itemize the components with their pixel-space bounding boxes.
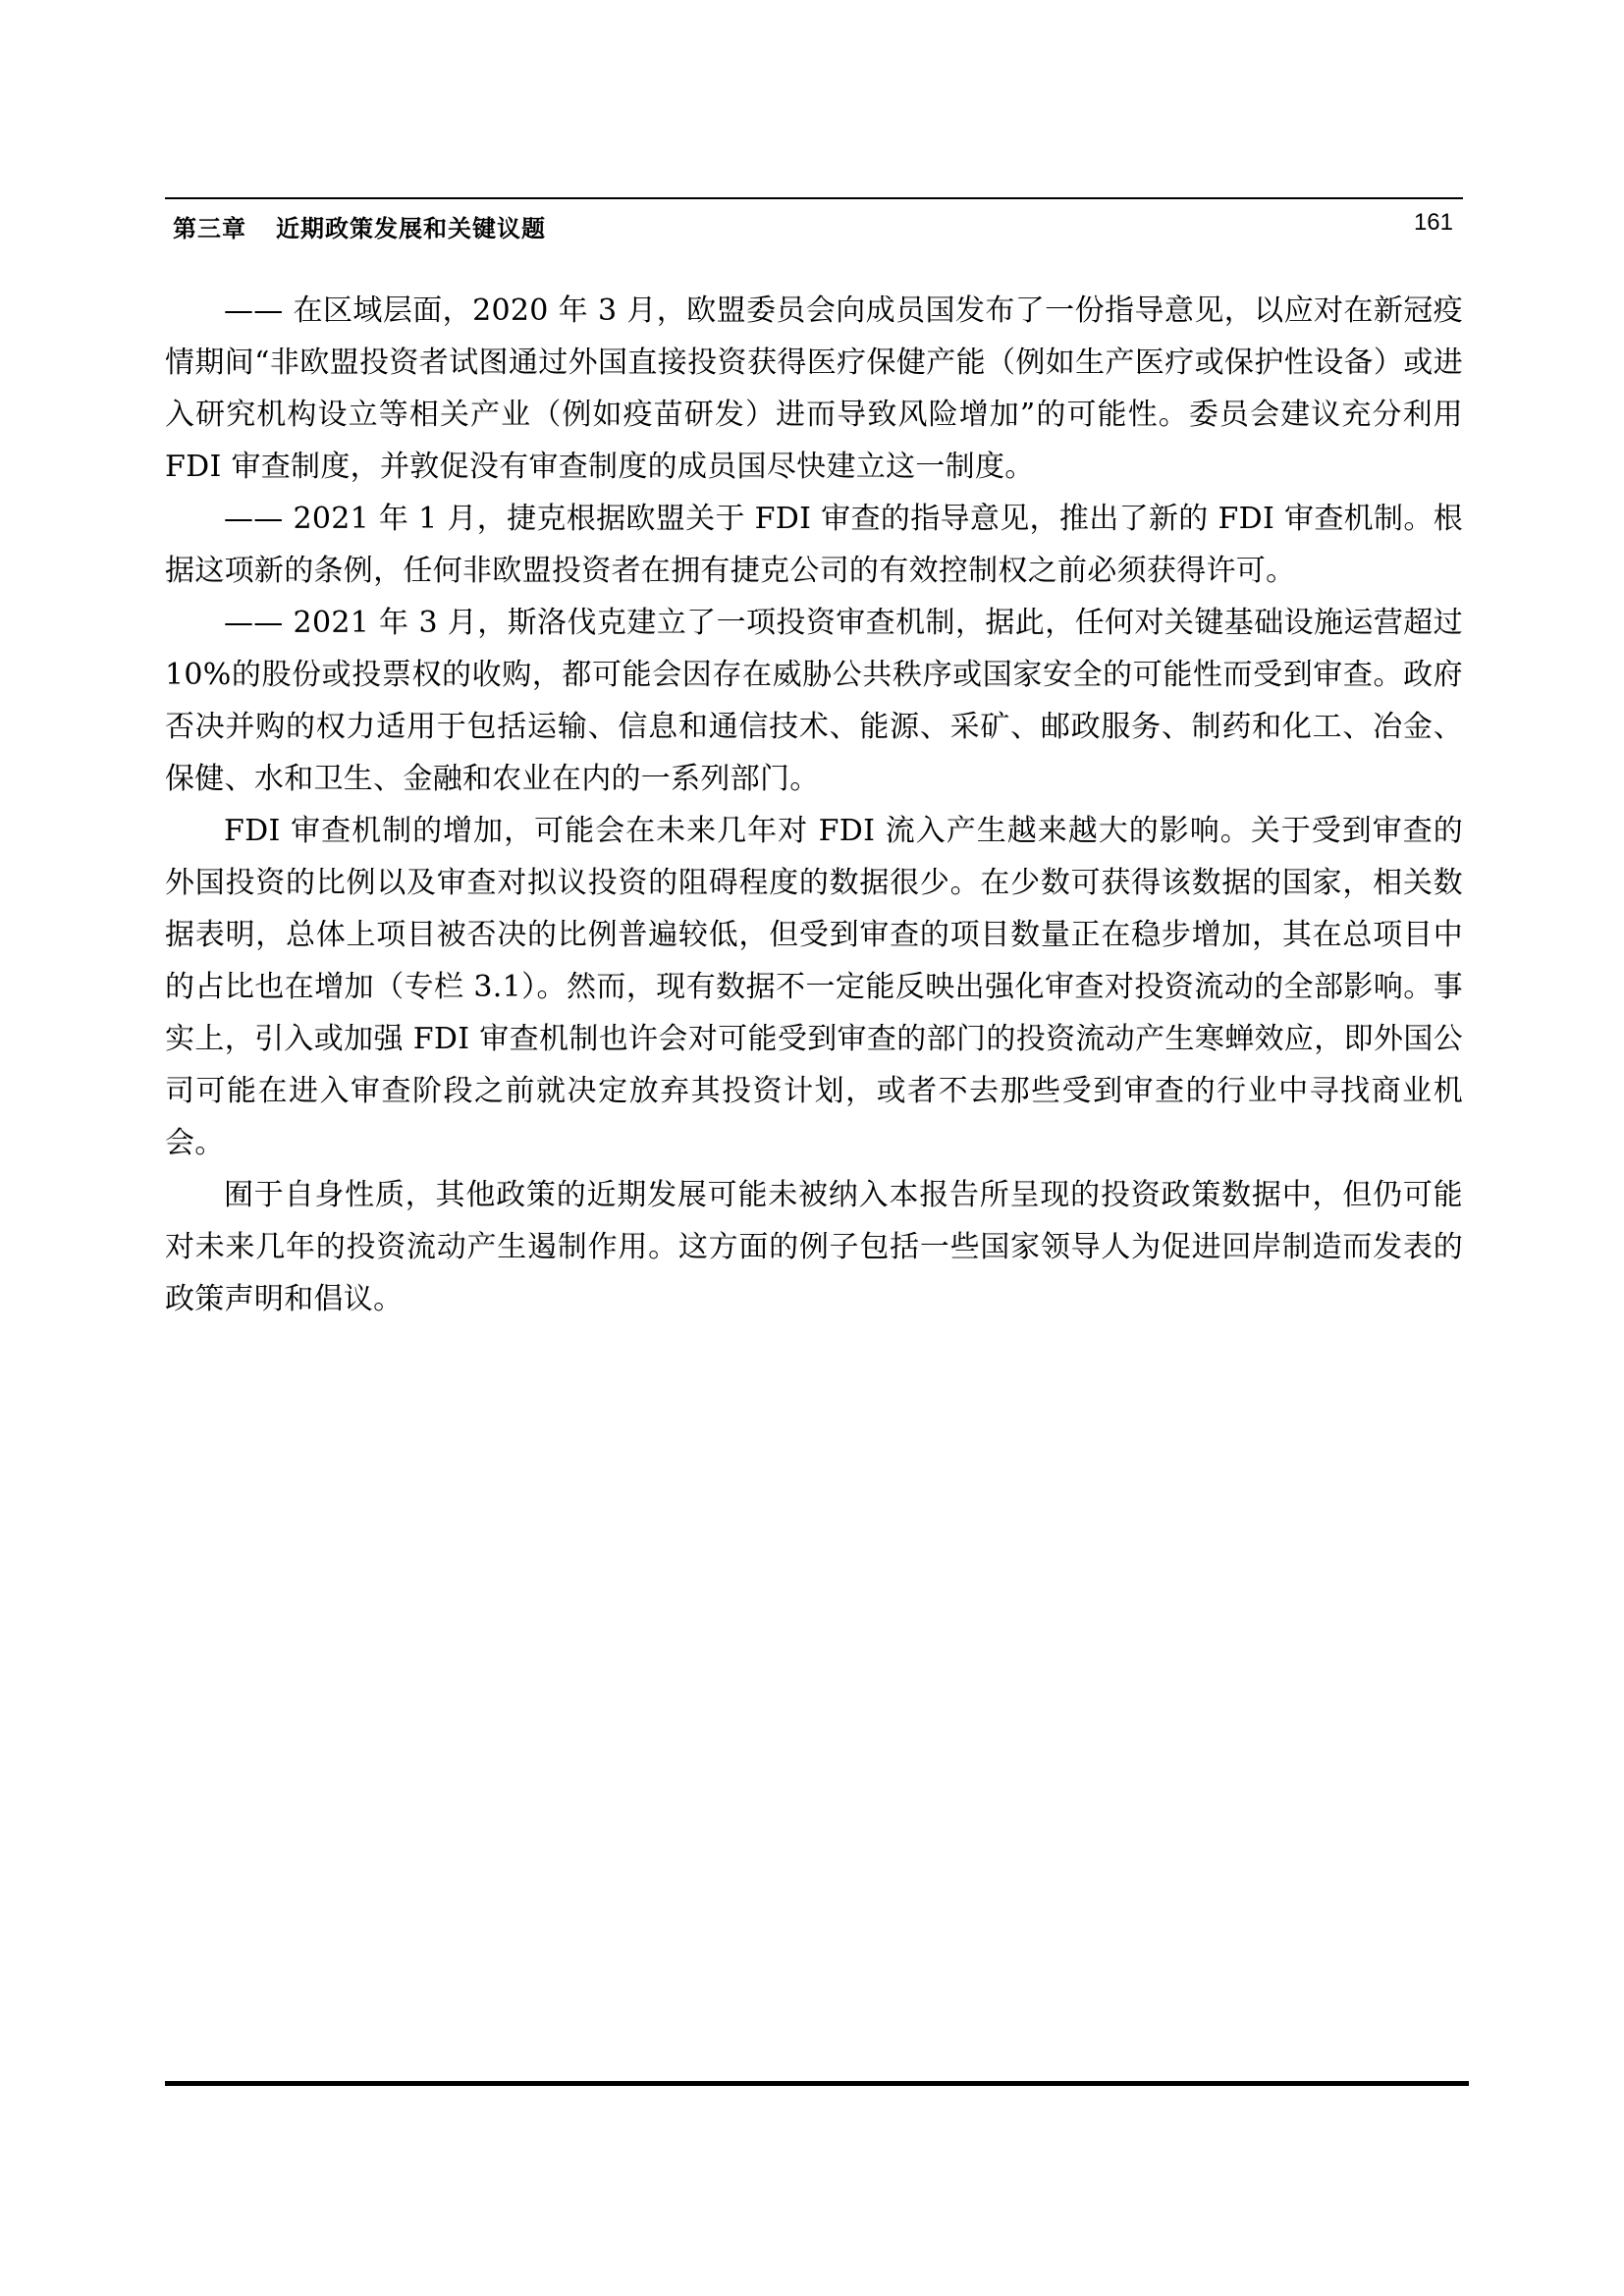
body-text [165, 285, 1463, 1325]
paragraph-eu-guidance: —— 在区域层面，2020 年 3 月，欧盟委员会向成员国发布了一份指导意见，以应对在新冠疫情期间“非欧盟投资者试图通过外国直接投资获得医疗保健产能（例如生产医疗或保护性设备）或进入研究机构设立等相关产业（例如疫苗研发）进而导致风险增加”的可能性。委员会建议充分利用 FDI 审查制度，并敦促没有审查制度的成员国尽快建立这一制度。 [165, 294, 1463, 484]
running-header [165, 197, 1463, 242]
chapter-number: 第三章 [173, 215, 246, 242]
chapter-heading [173, 209, 546, 243]
paragraph-fdi-screening-impact: FDI 审查机制的增加，可能会在未来几年对 FDI 流入产生越来越大的影响。关于受到审查的外国投资的比例以及审查对拟议投资的阻碍程度的数据很少。在少数可获得该数据的国家，相关数据表明，总体上项目被否决的比例普遍较低，但受到审查的项目数量正在稳步增加，其在总项目中的占比也在增加（专栏 3.1）。然而，现有数据不一定能反映出强化审查对投资流动的全部影响。事实上，引入或加强 FDI 审查机制也许会对可能受到审查的部门的投资流动产生寒蝉效应，即外国公司可能在进入审查阶段之前就决定放弃其投资计划，或者不去那些受到审查的行业中寻找商业机会。 [165, 814, 1463, 1160]
page-number: 161 [1413, 209, 1453, 236]
paragraph-other-policies: 囿于自身性质，其他政策的近期发展可能未被纳入本报告所呈现的投资政策数据中，但仍可能对未来几年的投资流动产生遏制作用。这方面的例子包括一些国家领导人为促进回岸制造而发表的政策声明和倡议。 [165, 1178, 1463, 1316]
paragraph-slovakia-mechanism: —— 2021 年 3 月，斯洛伐克建立了一项投资审查机制，据此，任何对关键基础设施运营超过 10%的股份或投票权的收购，都可能会因存在威胁公共秩序或国家安全的可能性而受到审查。政府否决并购的权力适用于包括运输、信息和通信技术、能源、采矿、邮政服务、制药和化工、冶金、保健、水和卫生、金融和农业在内的一系列部门。 [165, 606, 1463, 796]
footer-rule [165, 2081, 1469, 2086]
paragraph-czech-mechanism: —— 2021 年 1 月，捷克根据欧盟关于 FDI 审查的指导意见，推出了新的 FDI 审查机制。根据这项新的条例，任何非欧盟投资者在拥有捷克公司的有效控制权之前必须获得许可。 [165, 502, 1463, 588]
chapter-title: 近期政策发展和关键议题 [276, 215, 546, 242]
